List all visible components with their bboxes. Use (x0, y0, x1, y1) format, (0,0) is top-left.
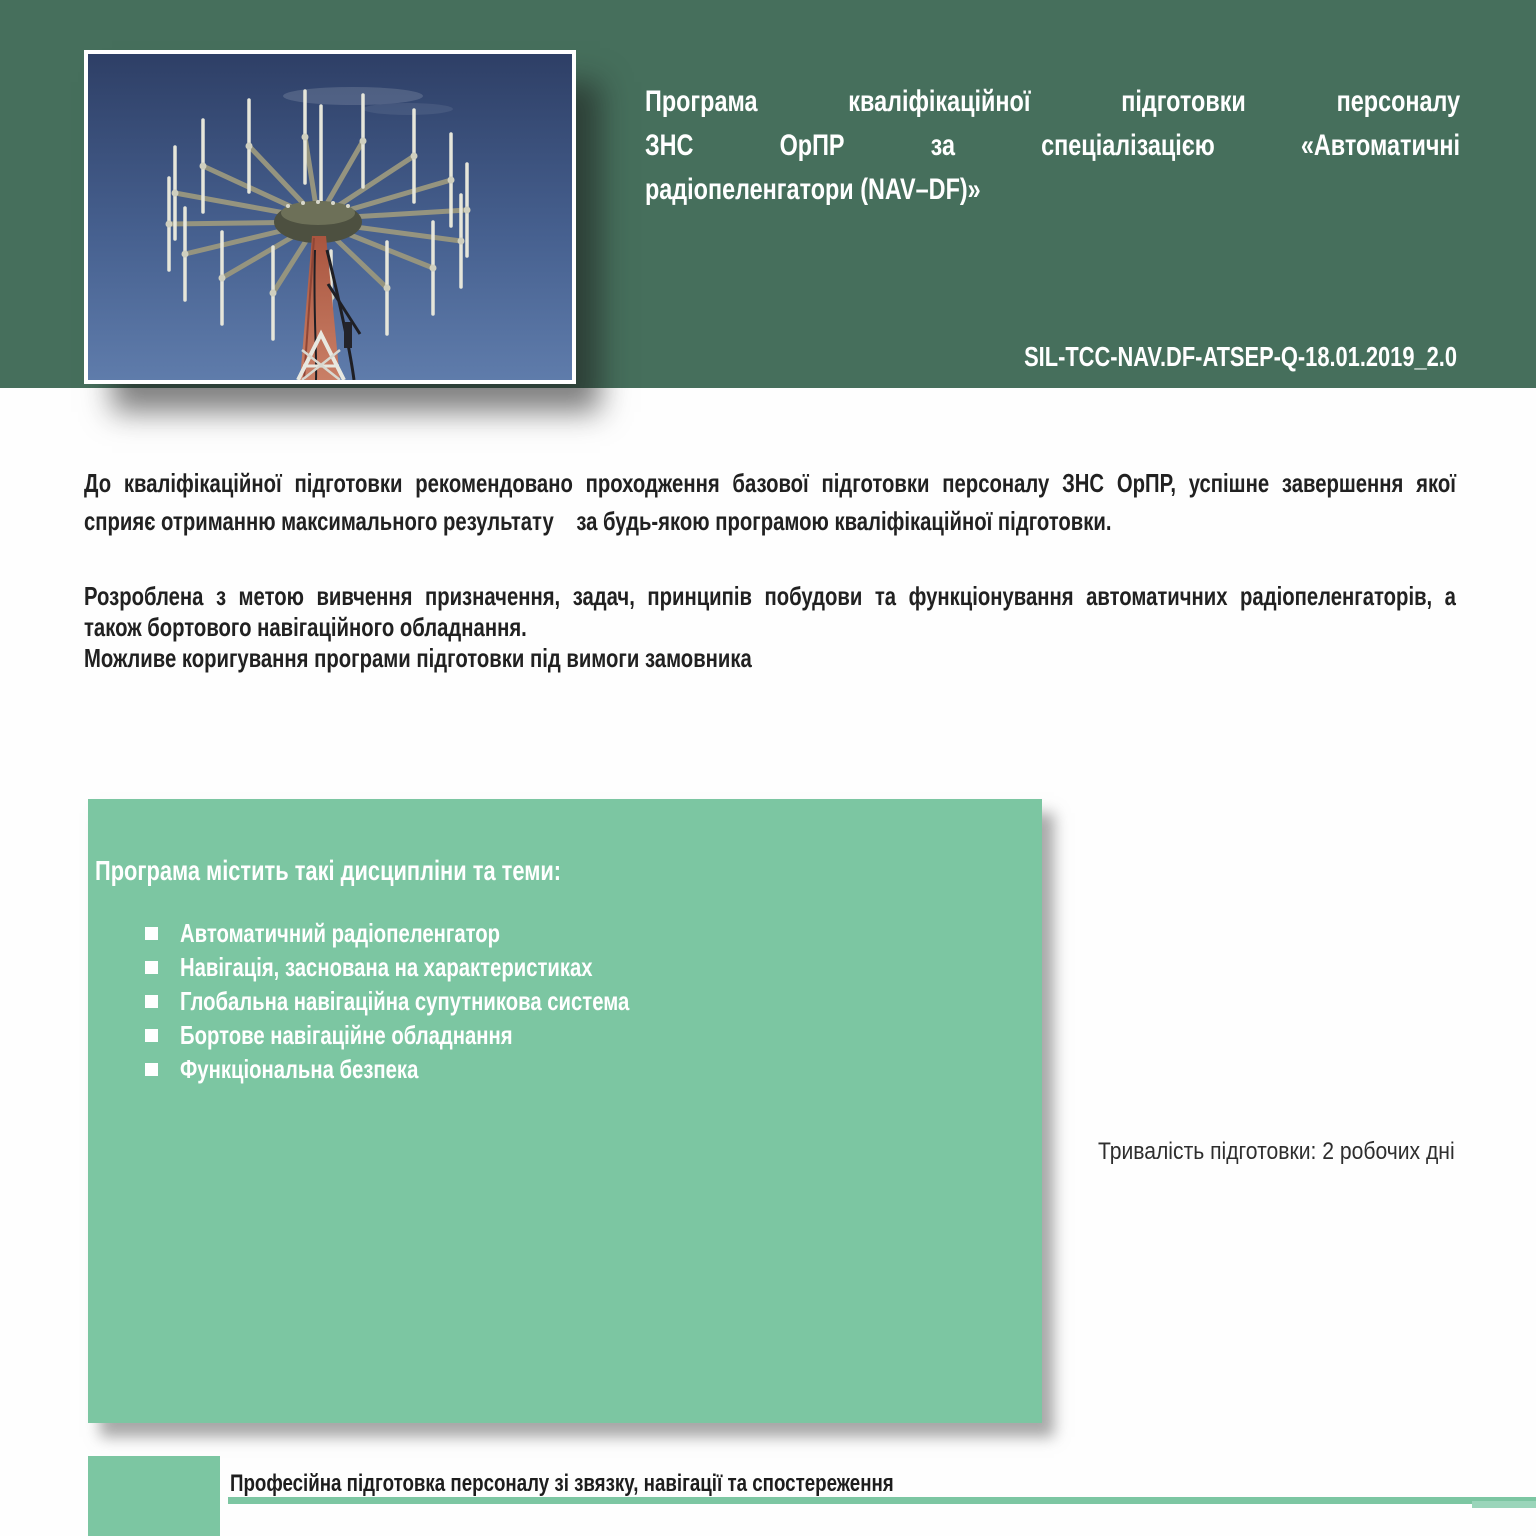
program-topic-list (145, 916, 756, 1086)
bullet-square-icon (145, 1029, 158, 1042)
mast-bracket (344, 322, 352, 348)
title-line-1: Програма кваліфікаційної підготовки персоналу (645, 85, 1461, 118)
topic-item (145, 984, 756, 1018)
topic-item (145, 1052, 756, 1086)
topic-label: Навігація, заснована на характеристиках (180, 951, 593, 982)
footer-accent-square (88, 1456, 220, 1536)
paragraph-1-line-1: До кваліфікаційної підготовки рекомендовано проходження базової підготовки персоналу ЗНС ОрПР, успішне завершення якої (84, 468, 1456, 498)
topic-item (145, 1018, 756, 1052)
program-box (88, 799, 1042, 1423)
cloud-wisp (363, 103, 453, 115)
df-antenna-illustration (88, 54, 572, 380)
topic-label: Автоматичний радіопеленгатор (180, 917, 501, 948)
topic-item (145, 916, 756, 950)
intro-paragraph-1 (84, 464, 1456, 540)
title-line-3: радіопеленгатори (NAV–DF)» (645, 173, 981, 206)
footer-text: Професійна підготовка персоналу зі звязку, навігації та спостереження (230, 1470, 894, 1497)
bullet-square-icon (145, 927, 158, 940)
topic-item (145, 950, 756, 984)
footer-rule-tail (1472, 1501, 1536, 1508)
paragraph-2-line-2: також бортового навігаційного обладнання. (84, 612, 527, 642)
paragraph-2-line-3: Можливе коригування програми підготовки під вимоги замовника (84, 643, 752, 673)
topic-label: Бортове навігаційне обладнання (180, 1019, 513, 1050)
intro-paragraph-2 (84, 581, 1456, 674)
df-antenna-photo (84, 50, 576, 384)
footer-rule (228, 1497, 1536, 1504)
paragraph-1-line-2: сприяє отриманню максимального результату за будь-якою програмою кваліфікаційної підготовки. (84, 506, 1112, 536)
bullet-square-icon (145, 1063, 158, 1076)
document-code: SIL-TCC-NAV.DF-ATSEP-Q-18.01.2019_2.0 (1024, 341, 1457, 372)
program-box-heading: Програма містить такі дисципліни та теми: (95, 855, 562, 886)
paragraph-2-line-1: Розроблена з метою вивчення призначення, задач, принципів побудови та функціонування автоматичних радіопеленгаторів, а (84, 581, 1456, 611)
duration-note: Тривалість підготовки: 2 робочих дні (1098, 1138, 1455, 1165)
topic-label: Функціональна безпека (180, 1053, 419, 1084)
title-line-2: ЗНС ОрПР за спеціалізацією «Автоматичні (645, 129, 1461, 162)
bullet-square-icon (145, 961, 158, 974)
sky-background (88, 54, 572, 380)
program-title (645, 80, 1460, 212)
topic-label: Глобальна навігаційна супутникова система (180, 985, 630, 1016)
bullet-square-icon (145, 995, 158, 1008)
